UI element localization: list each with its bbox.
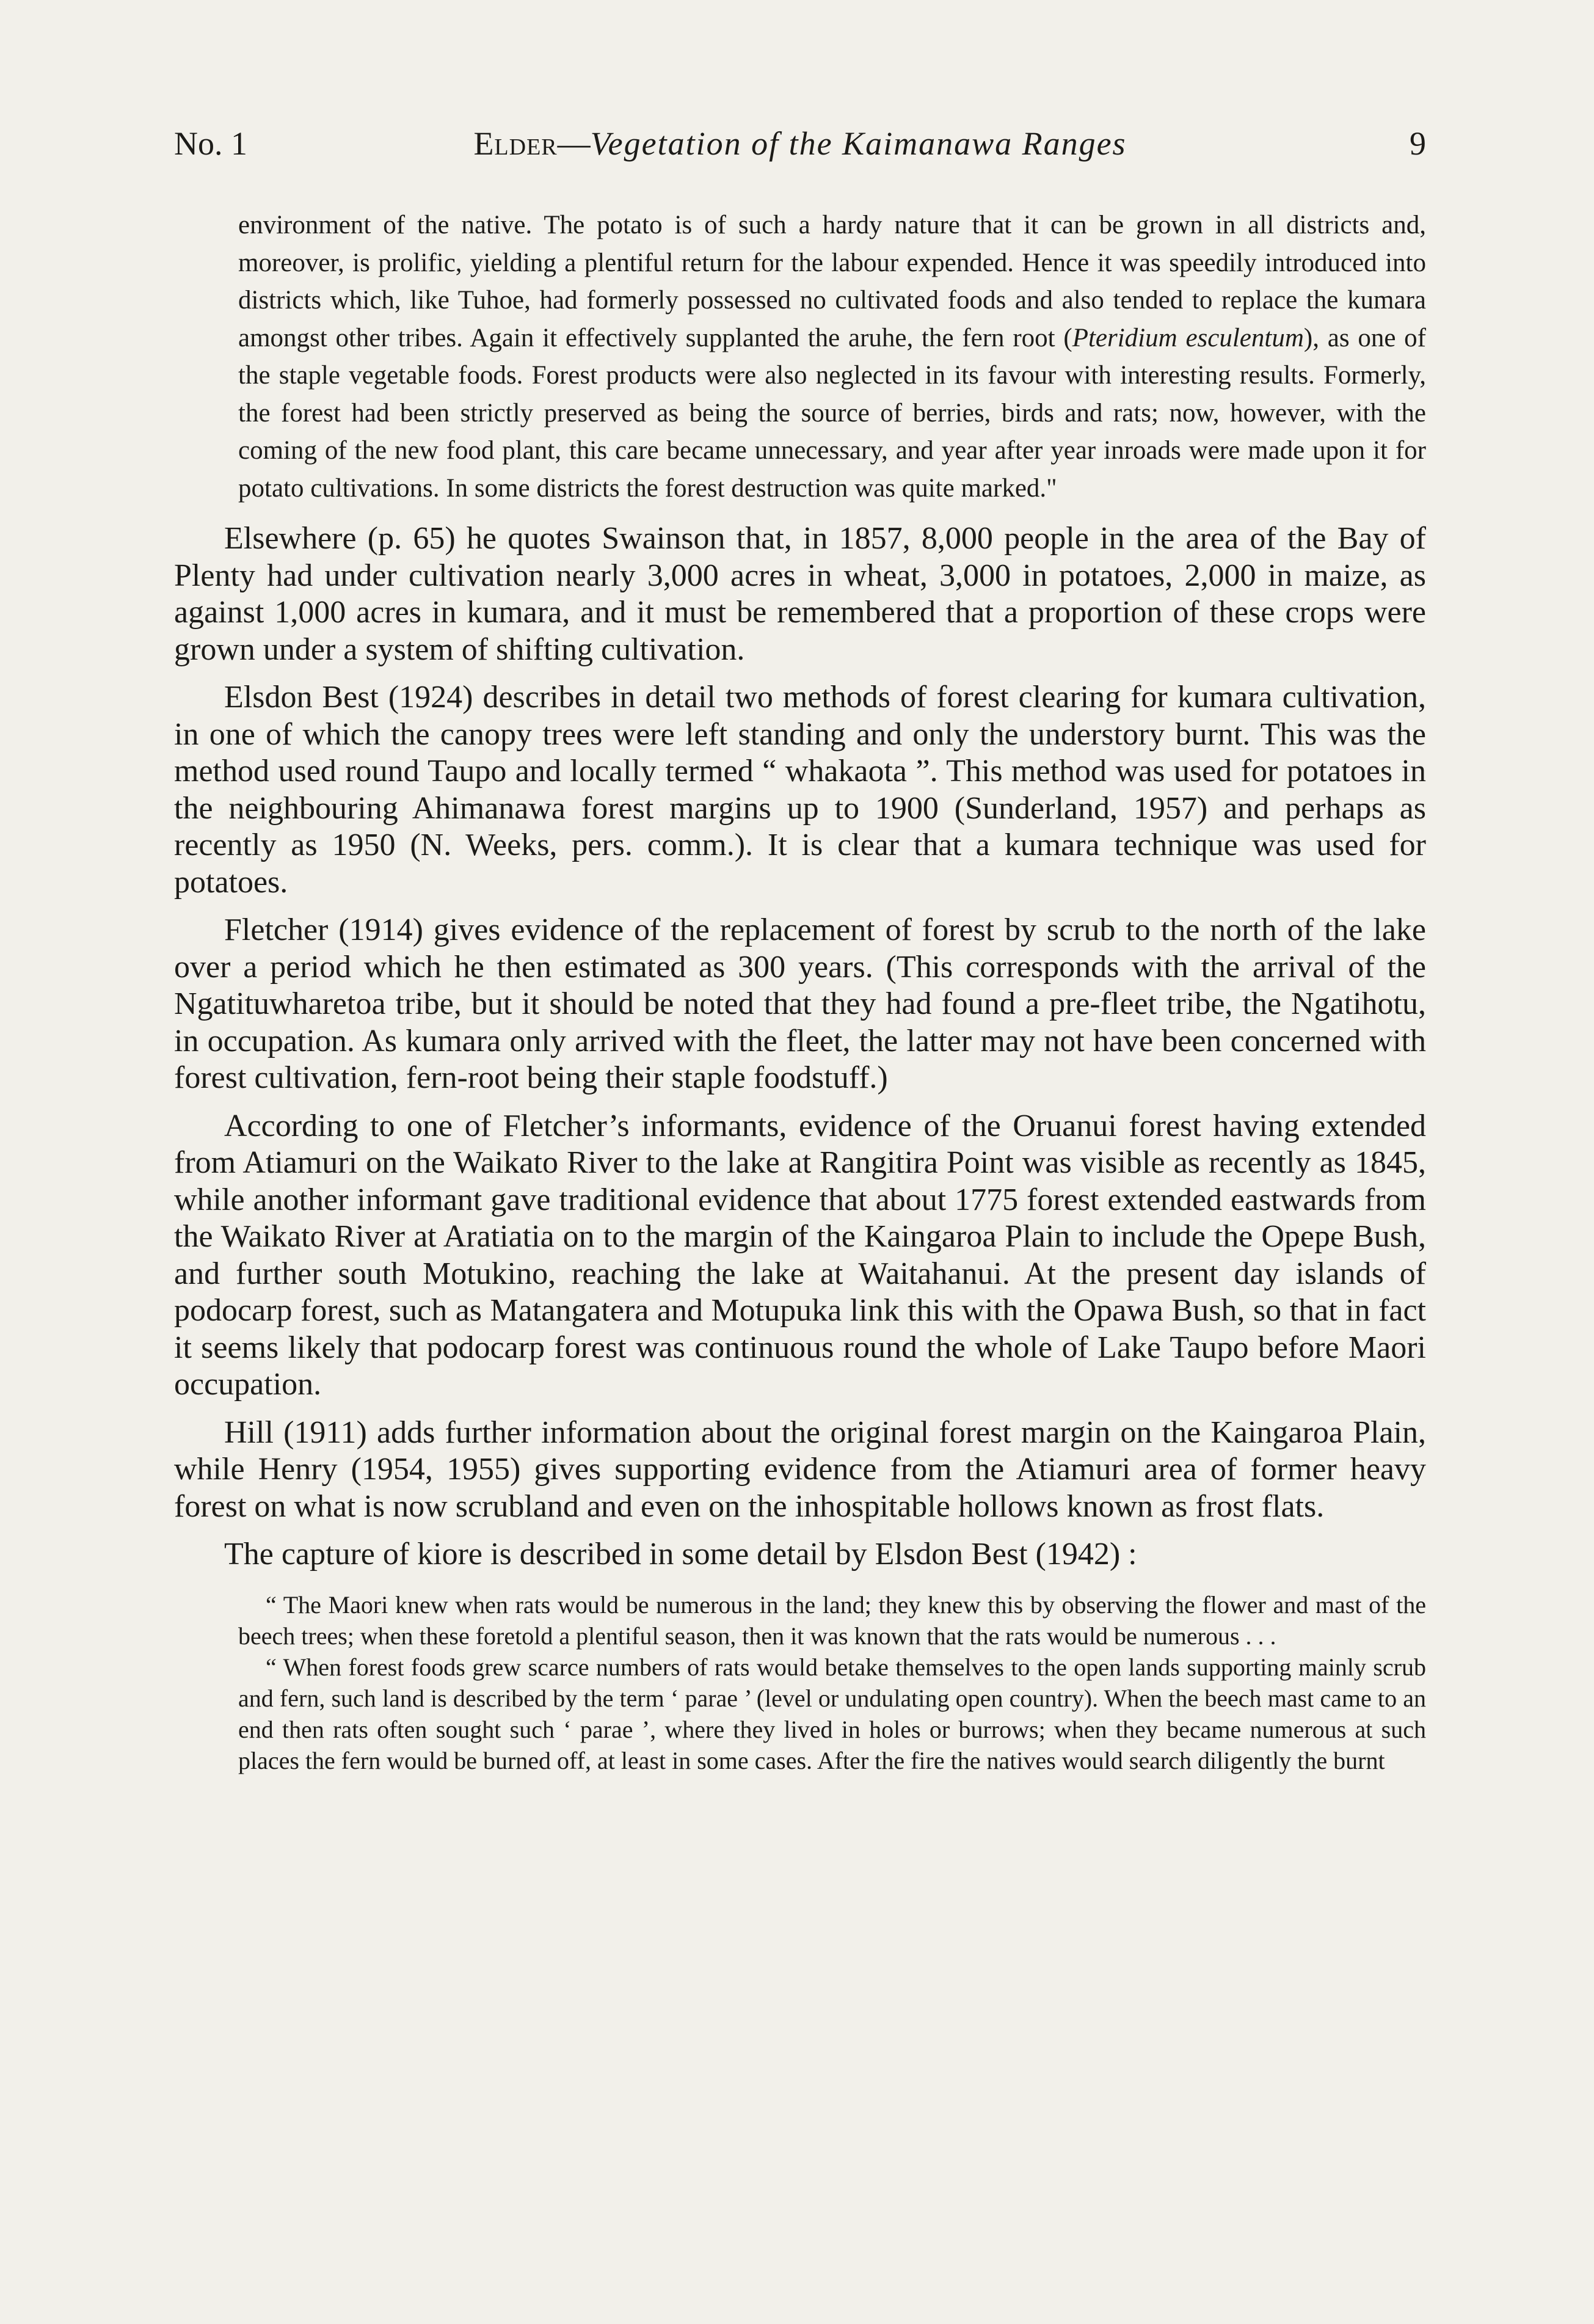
paragraph-fletcher: Fletcher (1914) gives evidence of the replacement of forest by scrub to the north of the lake over a period which he then estimated as 300 years. (This corresponds with the arrival of the Ngatituwharetoa tribe, but it should be noted that they had found a pre-fleet tribe, the Ngatihotu, in occupation. As kumara only arrived with the fleet, the latter may not have been concerned with forest cultivation, fern-root being their staple foodstuff.) [174, 912, 1426, 1095]
journal-number: No. 1 [174, 125, 247, 162]
quote-paragraph [238, 206, 1426, 507]
author-name: Elder [473, 125, 558, 162]
species-name: Pteridium esculentum [1072, 323, 1304, 352]
paragraph-swainson: Elsewhere (p. 65) he quotes Swainson that, in 1857, 8,000 people in the area of the Bay of Plenty had under cultivation nearly 3,000 acres in wheat, 3,000 in potatoes, 2,000 in maize, as against 1,000 acres in kumara, and it must be remembered that a proportion of these crops were grown under a system of shifting cultivation. [174, 521, 1426, 667]
block-quote-kiore [238, 1589, 1426, 1776]
quote-text-part1: environment of the native. The potato is of such a hardy nature that it can be grown in all districts and, moreover, is prolific, yielding a plentiful return for the labour expended. Hence it was speedily introduced into districts which, like Tuhoe, had formerly possessed no cultivated foods and also tended to replace the kumara amongst other tribes. Again it effectively supplanted the aruhe, the fern root ( [238, 211, 1426, 352]
running-header [174, 122, 1426, 165]
page-number: 9 [1410, 125, 1426, 162]
page-body [174, 206, 1426, 1776]
paragraph-elsdon-best-1924: Elsdon Best (1924) describes in detail two methods of forest clearing for kumara cultivation, in one of which the canopy trees were left standing and only the understory burnt. This was the method used round Taupo and locally termed “ whakaota ”. This method was used for potatoes in the neighbouring Ahimanawa forest margins up to 1900 (Sunderland, 1957) and perhaps as recently as 1950 (N. Weeks, pers. comm.). It is clear that a kumara technique was used for potatoes. [174, 680, 1426, 900]
quote-text-part2: ), as one of the staple vegetable foods. Forest products were also neglected in its favour with interesting results. Formerly, the forest had been strictly preserved as being the source of berries, birds and rats; now, however, with the coming of the new food plant, this care became unnecessary, and year after year inroads were made upon it for potato cultivations. In some districts the forest destruction was quite marked." [238, 323, 1427, 503]
block-quote-potato [238, 206, 1426, 507]
quote-paragraph: “ The Maori knew when rats would be numerous in the land; they knew this by observing the flower and mast of the beech trees; when these foretold a plentiful season, then it was known that the rats would be numerous . . . [238, 1590, 1426, 1650]
paragraph-oruanui-forest: According to one of Fletcher’s informants, evidence of the Oruanui forest having extended from Atiamuri on the Waikato River to the lake at Rangitira Point was visible as recently as 1845, while another informant gave traditional evidence that about 1775 forest extended eastwards from the Waikato River at Aratiatia on to the margin of the Kaingaroa Plain to include the Opepe Bush, and further south Motukino, reaching the lake at Waitahanui. At the present day islands of podocarp forest, such as Matangatera and Motupuka link this with the Opawa Bush, so that in fact it seems likely that podocarp forest was continuous round the whole of Lake Taupo before Maori occupation. [174, 1108, 1426, 1402]
quote-paragraph: “ When forest foods grew scarce numbers of rats would betake themselves to the open lands supporting mainly scrub and fern, such land is described by the term ‘ parae ’ (level or undulating open country). When the beech mast came to an end then rats often sought such ‘ parae ’, where they lived in holes or burrows; when they became numerous at such places the fern would be burned off, at least in some cases. After the fire the natives would search diligently the burnt [238, 1653, 1426, 1774]
paragraph-kiore-intro: The capture of kiore is described in some detail by Elsdon Best (1942) : [224, 1537, 1137, 1572]
paragraph-hill-henry: Hill (1911) adds further information about the original forest margin on the Kaingaroa Plain, while Henry (1954, 1955) gives supporting evidence from the Atiamuri area of former heavy forest on what is now scrubland and even on the inhospitable hollows known as frost flats. [174, 1415, 1426, 1524]
title-dash: — [557, 125, 591, 162]
running-title [174, 122, 1426, 165]
article-title: Vegetation of the Kaimanawa Ranges [590, 125, 1127, 162]
